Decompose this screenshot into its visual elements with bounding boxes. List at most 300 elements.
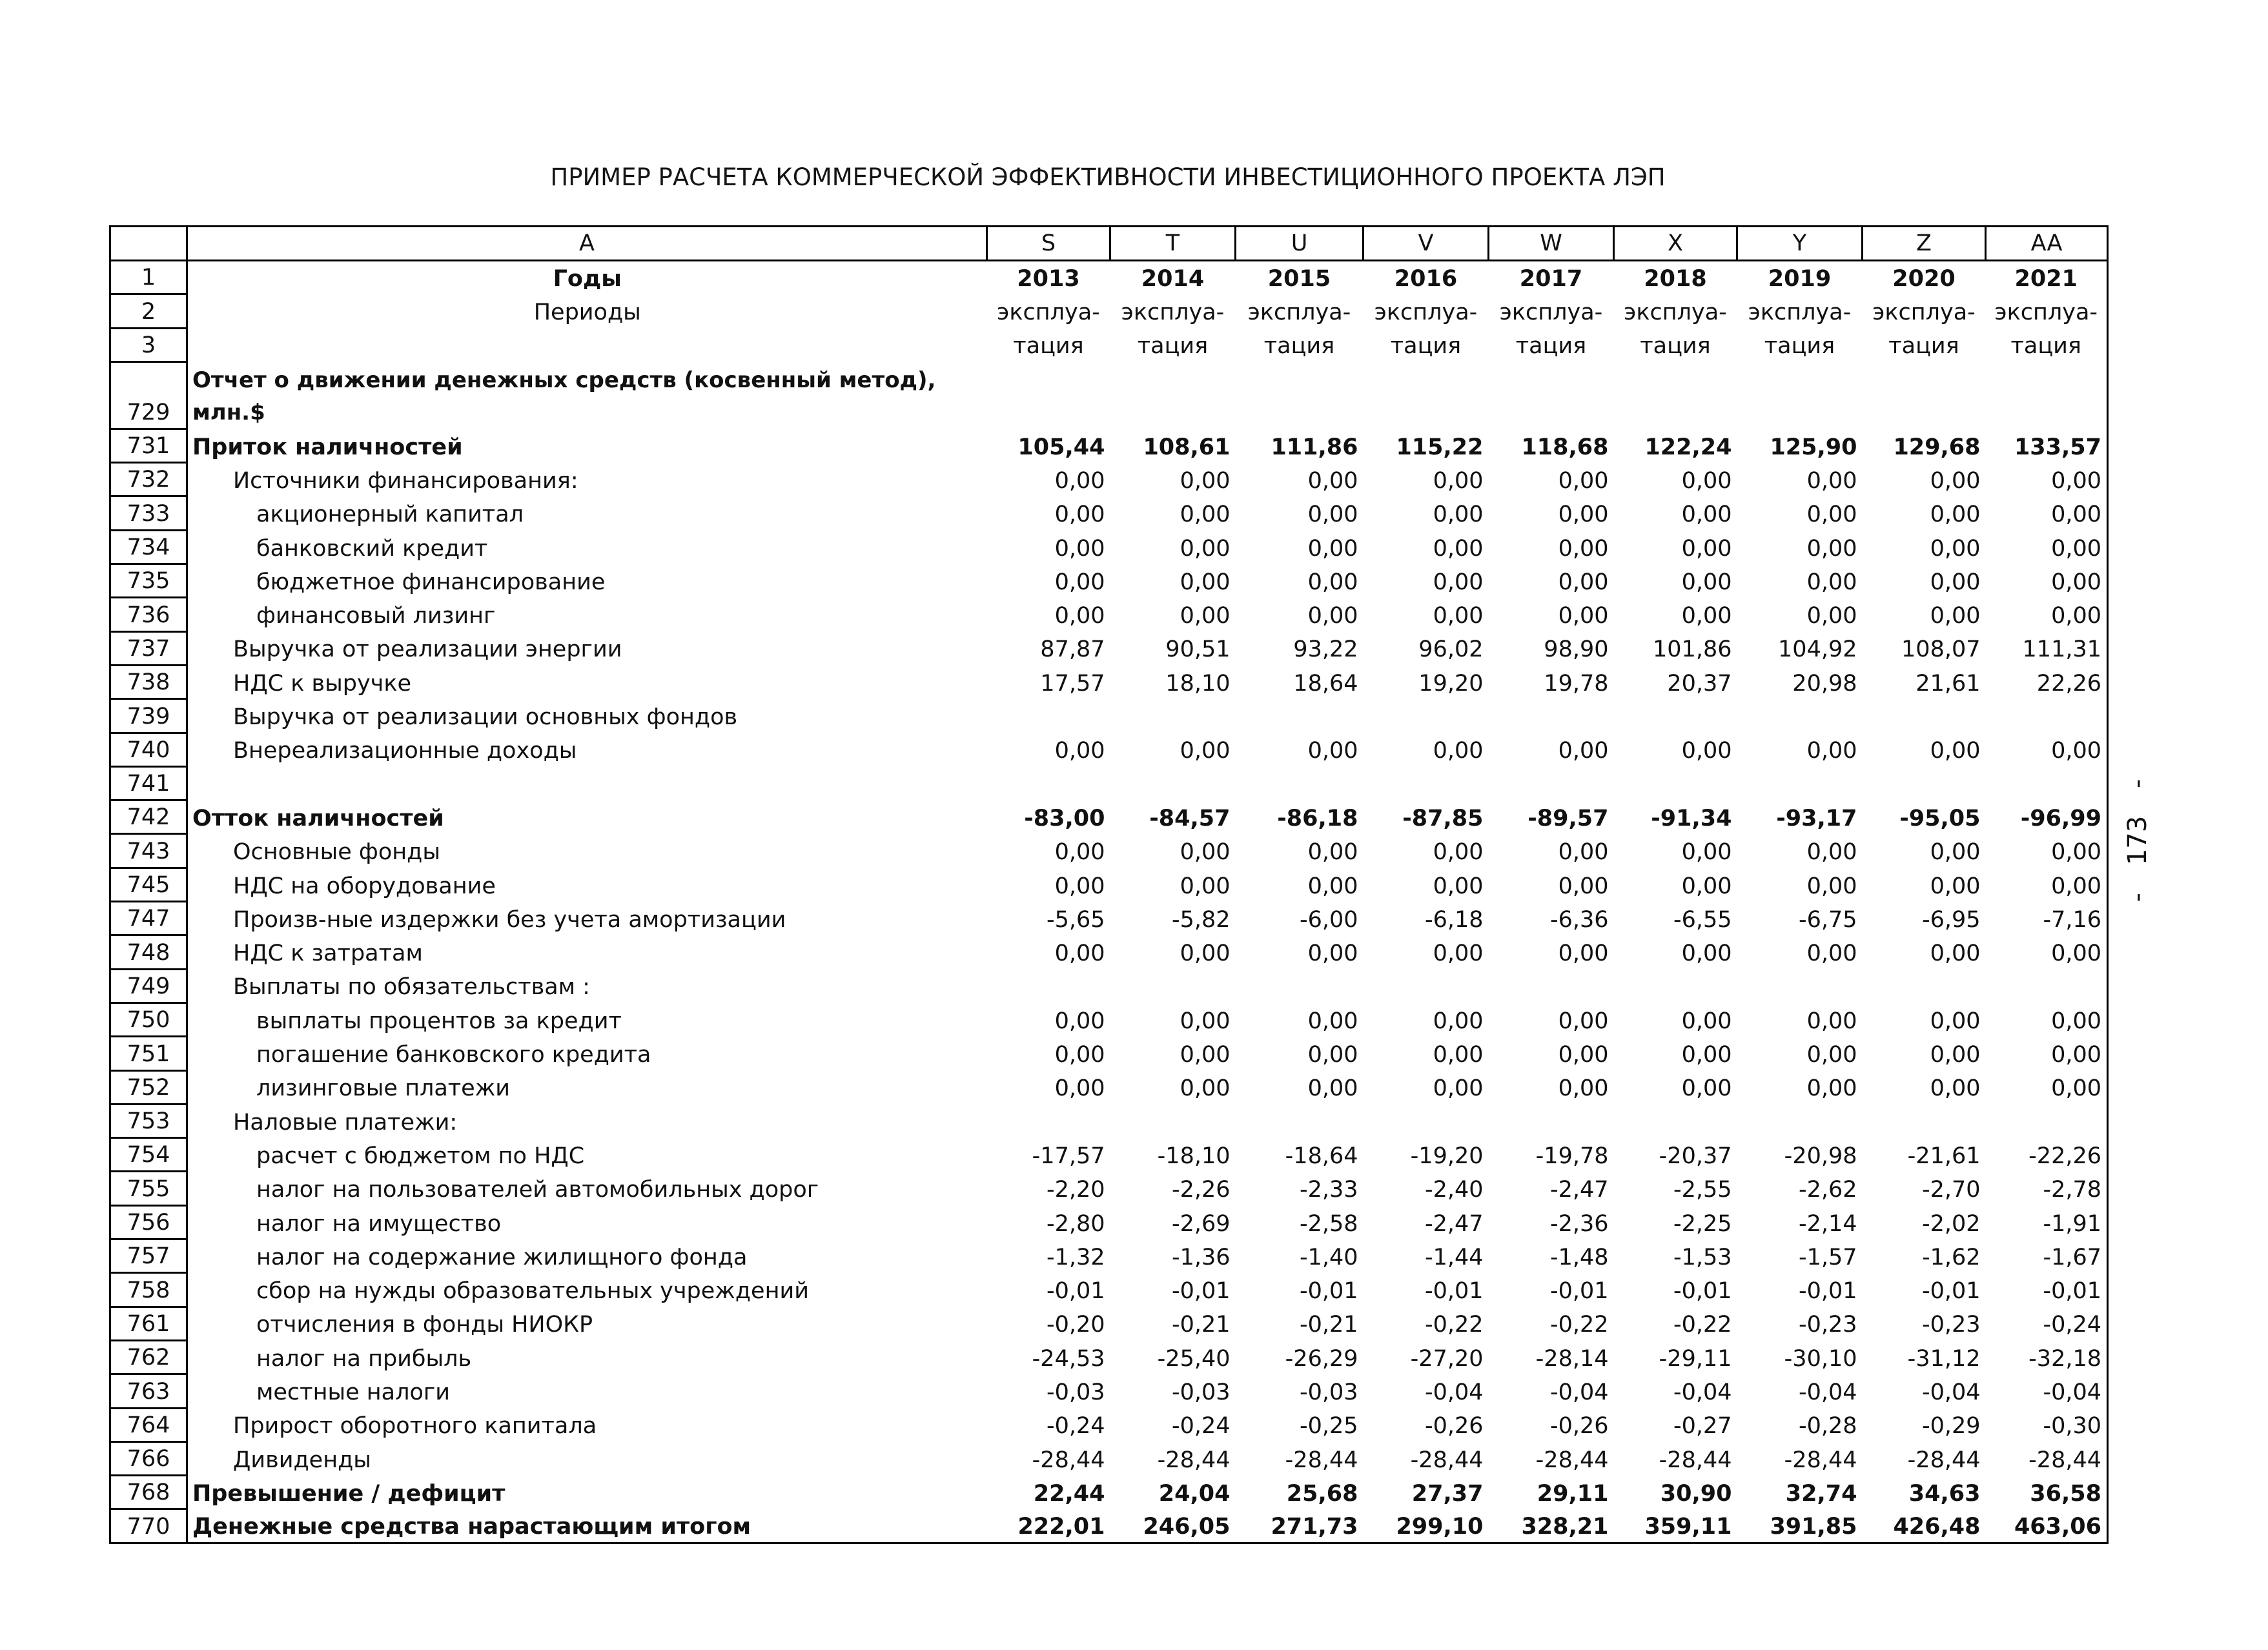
column-header: A [187, 227, 987, 261]
table-row [110, 1408, 2108, 1441]
value-cell: 463,06 [2014, 1513, 2101, 1540]
value-cell: -84,57 [1149, 805, 1231, 831]
value-cell: тация [1640, 333, 1711, 360]
row-number: 763 [110, 1374, 187, 1408]
value-cell: 0,00 [1558, 839, 1609, 866]
value-cell: -2,69 [1171, 1210, 1231, 1237]
value-cell: 299,10 [1396, 1513, 1484, 1540]
table-row [110, 294, 2108, 328]
row-label: Отток наличностей [192, 805, 444, 831]
column-header: Z [1863, 227, 1986, 261]
value-cell: тация [1263, 333, 1335, 360]
value-cell: 0,00 [1681, 738, 1732, 764]
row-label: банковский кредит [256, 535, 488, 562]
row-label [187, 766, 987, 800]
value-cell: -2,02 [1921, 1210, 1981, 1237]
value-cell: -19,78 [1535, 1143, 1609, 1169]
value-cell: 0,00 [1558, 467, 1609, 494]
value-cell: 0,00 [2051, 1042, 2101, 1068]
value-cell: 0,00 [1307, 1008, 1358, 1034]
value-cell: -5,82 [1171, 906, 1231, 933]
value-cell: 105,44 [1017, 434, 1105, 460]
value-cell [1236, 362, 1364, 429]
value-cell: 0,00 [1180, 569, 1231, 595]
value-cell: 18,64 [1293, 670, 1358, 697]
value-cell: 0,00 [1433, 467, 1484, 494]
value-cell: эксплуа- [1994, 300, 2098, 326]
value-cell: 96,02 [1418, 637, 1484, 663]
row-number: 752 [110, 1070, 187, 1104]
value-cell [1737, 699, 1863, 733]
value-cell: 0,00 [1307, 1075, 1358, 1102]
value-cell: -28,44 [1285, 1447, 1358, 1473]
value-cell: -0,28 [1798, 1413, 1857, 1440]
value-cell: 0,00 [1054, 603, 1105, 629]
value-cell: 25,68 [1286, 1480, 1358, 1507]
value-cell: -6,55 [1673, 906, 1732, 933]
value-cell: 0,00 [1558, 502, 1609, 528]
value-cell: -1,48 [1549, 1244, 1609, 1270]
value-cell: 22,44 [1033, 1480, 1105, 1507]
value-cell: 0,00 [2051, 467, 2101, 494]
value-cell: 0,00 [1054, 535, 1105, 562]
value-cell [1737, 362, 1863, 429]
value-cell: -28,44 [2028, 1447, 2101, 1473]
value-cell: -2,14 [1798, 1210, 1857, 1237]
value-cell: 0,00 [1681, 1008, 1732, 1034]
value-cell: 0,00 [1806, 1075, 1857, 1102]
value-cell: 0,00 [1433, 873, 1484, 899]
value-cell: -0,27 [1673, 1413, 1732, 1440]
value-cell: -19,20 [1410, 1143, 1484, 1169]
column-header: W [1489, 227, 1614, 261]
value-cell: -0,24 [2043, 1312, 2101, 1338]
value-cell: 0,00 [1558, 1042, 1609, 1068]
value-cell: 0,00 [1433, 738, 1484, 764]
value-cell: 2018 [1644, 265, 1707, 292]
value-cell: 0,00 [1054, 569, 1105, 595]
value-cell: -0,30 [2043, 1413, 2101, 1440]
value-cell: 0,00 [1180, 1075, 1231, 1102]
value-cell: 0,00 [1558, 738, 1609, 764]
value-cell: 111,86 [1271, 434, 1358, 460]
value-cell: -0,25 [1299, 1413, 1358, 1440]
row-number: 735 [110, 564, 187, 598]
value-cell [1110, 1104, 1236, 1137]
value-cell: 0,00 [1180, 467, 1231, 494]
row-number: 753 [110, 1104, 187, 1137]
value-cell: 0,00 [1054, 873, 1105, 899]
row-label: Годы [553, 265, 622, 292]
value-cell: 0,00 [1681, 873, 1732, 899]
value-cell: -0,01 [1299, 1278, 1358, 1305]
table-row [110, 598, 2108, 631]
value-cell: 0,00 [1180, 839, 1231, 866]
value-cell: 0,00 [1806, 839, 1857, 866]
value-cell [987, 969, 1110, 1003]
value-cell [987, 699, 1110, 733]
value-cell: -0,04 [1424, 1380, 1484, 1405]
value-cell: эксплуа- [997, 300, 1100, 326]
value-cell: -22,26 [2028, 1143, 2101, 1169]
value-cell: 104,92 [1778, 637, 1857, 663]
value-cell: -0,01 [2043, 1278, 2101, 1305]
row-label: Дивиденды [233, 1447, 371, 1473]
value-cell: -28,44 [1659, 1447, 1732, 1473]
value-cell: -28,44 [1535, 1447, 1609, 1473]
table-row [110, 429, 2108, 462]
row-number: 751 [110, 1037, 187, 1070]
table-row [110, 1037, 2108, 1070]
row-label: Основные фонды [233, 839, 440, 866]
table-row [110, 935, 2108, 969]
row-number: 757 [110, 1239, 187, 1273]
value-cell: -86,18 [1277, 805, 1358, 831]
value-cell: эксплуа- [1247, 300, 1351, 326]
value-cell [1614, 766, 1737, 800]
row-number: 750 [110, 1003, 187, 1036]
table-row [110, 868, 2108, 901]
value-cell: 0,00 [1930, 1008, 1981, 1034]
table-row [110, 1172, 2108, 1205]
value-cell: -28,44 [1032, 1447, 1105, 1473]
value-cell [1863, 1104, 1986, 1137]
value-cell: 2017 [1519, 265, 1583, 292]
table-row [110, 530, 2108, 564]
value-cell: -89,57 [1527, 805, 1609, 831]
value-cell: 108,61 [1143, 434, 1231, 460]
value-cell: 0,00 [1681, 839, 1732, 866]
value-cell: 246,05 [1143, 1513, 1231, 1540]
table-row [110, 1476, 2108, 1509]
value-cell [1863, 969, 1986, 1003]
value-cell: 0,00 [1180, 941, 1231, 967]
row-number: 770 [110, 1509, 187, 1543]
value-cell: -31,12 [1907, 1345, 1981, 1372]
value-cell: 19,78 [1544, 670, 1609, 697]
row-label: Наловые платежи: [233, 1109, 458, 1136]
value-cell: -2,62 [1798, 1177, 1857, 1203]
table-row [110, 1104, 2108, 1137]
row-number: 758 [110, 1273, 187, 1307]
value-cell: 0,00 [1681, 467, 1732, 494]
value-cell [1364, 699, 1489, 733]
value-cell [1489, 766, 1614, 800]
value-cell: эксплуа- [1499, 300, 1603, 326]
row-number: 755 [110, 1172, 187, 1205]
table-row [110, 1070, 2108, 1104]
value-cell: -0,01 [1673, 1278, 1732, 1305]
value-cell: -28,44 [1907, 1447, 1981, 1473]
table-row [110, 1340, 2108, 1374]
value-cell: 0,00 [1307, 941, 1358, 967]
value-cell: 0,00 [1307, 738, 1358, 764]
row-label: Отчет о движении денежных средств (косвенный метод), млн.$ [192, 367, 936, 426]
value-cell: 0,00 [1180, 1042, 1231, 1068]
value-cell: 17,57 [1040, 670, 1105, 697]
value-cell: -0,04 [1798, 1380, 1857, 1405]
value-cell [1110, 969, 1236, 1003]
row-label: выплаты процентов за кредит [256, 1008, 622, 1034]
value-cell: -5,65 [1046, 906, 1105, 933]
row-number: 749 [110, 969, 187, 1003]
value-cell: эксплуа- [1374, 300, 1478, 326]
value-cell: 0,00 [1054, 738, 1105, 764]
value-cell: -7,16 [2043, 906, 2101, 933]
table-row [110, 1003, 2108, 1036]
value-cell: -0,29 [1921, 1413, 1981, 1440]
table-row [110, 564, 2108, 598]
value-cell: 0,00 [1930, 535, 1981, 562]
value-cell: 0,00 [1681, 1042, 1732, 1068]
value-cell: 0,00 [1558, 569, 1609, 595]
value-cell: -2,58 [1299, 1210, 1358, 1237]
row-number: 745 [110, 868, 187, 901]
value-cell: 0,00 [2051, 502, 2101, 528]
value-cell: 2016 [1394, 265, 1458, 292]
value-cell: 0,00 [1054, 1008, 1105, 1034]
value-cell [1614, 1104, 1737, 1137]
value-cell: 0,00 [1180, 738, 1231, 764]
value-cell: 0,00 [1180, 535, 1231, 562]
row-label: местные налоги [256, 1380, 450, 1405]
value-cell: 0,00 [1433, 603, 1484, 629]
value-cell: 0,00 [1433, 941, 1484, 967]
row-number: 733 [110, 496, 187, 530]
value-cell: -87,85 [1402, 805, 1484, 831]
column-header: S [987, 227, 1110, 261]
value-cell: -1,40 [1299, 1244, 1358, 1270]
value-cell: 0,00 [1681, 502, 1732, 528]
value-cell: -93,17 [1776, 805, 1857, 831]
row-label: Выручка от реализации энергии [233, 637, 622, 663]
table-row [110, 1138, 2108, 1172]
value-cell: -6,75 [1798, 906, 1857, 933]
table-row [110, 1205, 2108, 1239]
value-cell: -28,14 [1535, 1345, 1609, 1372]
value-cell: -96,99 [2020, 805, 2101, 831]
table-row [110, 1273, 2108, 1307]
value-cell: -6,18 [1424, 906, 1484, 933]
value-cell [1489, 1104, 1614, 1137]
row-label: Превышение / дефицит [192, 1480, 506, 1507]
column-header: V [1364, 227, 1489, 261]
value-cell: -32,18 [2028, 1345, 2101, 1372]
value-cell [1364, 766, 1489, 800]
value-cell [1614, 699, 1737, 733]
value-cell: 0,00 [1806, 1008, 1857, 1034]
row-number: 743 [110, 834, 187, 868]
table-row [110, 261, 2108, 294]
value-cell: тация [1137, 333, 1209, 360]
value-cell: 0,00 [1930, 502, 1981, 528]
value-cell: -2,70 [1921, 1177, 1981, 1203]
value-cell: -0,22 [1549, 1312, 1609, 1338]
row-number: 756 [110, 1205, 187, 1239]
value-cell [1986, 1104, 2108, 1137]
row-number: 740 [110, 733, 187, 766]
value-cell: 0,00 [1930, 839, 1981, 866]
table-row [110, 800, 2108, 834]
value-cell: 2015 [1267, 265, 1331, 292]
value-cell [987, 766, 1110, 800]
value-cell [1614, 969, 1737, 1003]
value-cell: 0,00 [1681, 535, 1732, 562]
value-cell: 0,00 [1054, 502, 1105, 528]
value-cell: 27,37 [1411, 1480, 1484, 1507]
value-cell [1986, 699, 2108, 733]
value-cell: -26,29 [1285, 1345, 1358, 1372]
value-cell: -28,44 [1157, 1447, 1231, 1473]
row-label: налог на пользователей автомобильных дорог [256, 1177, 819, 1203]
value-cell [1364, 362, 1489, 429]
value-cell: 0,00 [1054, 1042, 1105, 1068]
value-cell: -27,20 [1410, 1345, 1484, 1372]
table-row [110, 1307, 2108, 1340]
value-cell: 0,00 [1930, 941, 1981, 967]
value-cell: -25,40 [1157, 1345, 1231, 1372]
row-number: 736 [110, 598, 187, 631]
value-cell: -2,25 [1673, 1210, 1732, 1237]
value-cell: -0,24 [1046, 1413, 1105, 1440]
value-cell: 0,00 [1307, 839, 1358, 866]
value-cell: 0,00 [1930, 1075, 1981, 1102]
value-cell: 0,00 [2051, 603, 2101, 629]
value-cell: 0,00 [1806, 1042, 1857, 1068]
value-cell: 0,00 [1433, 1075, 1484, 1102]
row-label: Источники финансирования: [233, 467, 578, 494]
value-cell: -91,34 [1651, 805, 1732, 831]
value-cell: 0,00 [2051, 1008, 2101, 1034]
value-cell: 0,00 [1806, 941, 1857, 967]
value-cell: 426,48 [1893, 1513, 1981, 1540]
value-cell: 0,00 [1433, 535, 1484, 562]
value-cell: -0,04 [2043, 1380, 2101, 1405]
value-cell: -2,40 [1424, 1177, 1484, 1203]
row-number: 754 [110, 1138, 187, 1172]
value-cell: 0,00 [1307, 1042, 1358, 1068]
table-row [110, 463, 2108, 496]
value-cell: 108,07 [1901, 637, 1981, 663]
value-cell: 0,00 [1558, 1075, 1609, 1102]
value-cell: 0,00 [1558, 603, 1609, 629]
value-cell: -0,26 [1424, 1413, 1484, 1440]
row-number: 737 [110, 631, 187, 665]
value-cell: -29,11 [1659, 1345, 1732, 1372]
value-cell: -2,80 [1046, 1210, 1105, 1237]
table-row [110, 834, 2108, 868]
value-cell: тация [1390, 333, 1462, 360]
value-cell [1986, 969, 2108, 1003]
value-cell: -2,78 [2043, 1177, 2101, 1203]
value-cell: 24,04 [1158, 1480, 1231, 1507]
value-cell: -0,03 [1299, 1380, 1358, 1405]
value-cell: 0,00 [1307, 873, 1358, 899]
table-row [110, 1509, 2108, 1543]
value-cell: 0,00 [1806, 873, 1857, 899]
row-label: Периоды [533, 300, 641, 326]
table-row [110, 631, 2108, 665]
value-cell: -0,26 [1549, 1413, 1609, 1440]
value-cell: -0,04 [1549, 1380, 1609, 1405]
value-cell: -0,21 [1171, 1312, 1231, 1338]
value-cell [1489, 362, 1614, 429]
value-cell: 2021 [2014, 265, 2078, 292]
value-cell: -1,57 [1798, 1244, 1857, 1270]
value-cell: 0,00 [1930, 1042, 1981, 1068]
value-cell: 0,00 [1806, 467, 1857, 494]
row-label: Прирост оборотного капитала [233, 1413, 597, 1440]
value-cell [1614, 362, 1737, 429]
row-label: НДС на оборудование [233, 873, 496, 899]
value-cell: -0,01 [1921, 1278, 1981, 1305]
value-cell: 0,00 [1681, 569, 1732, 595]
value-cell: 0,00 [1433, 1042, 1484, 1068]
value-cell [1986, 362, 2108, 429]
value-cell: 0,00 [1054, 467, 1105, 494]
value-cell: 32,74 [1785, 1480, 1857, 1507]
value-cell: 0,00 [1806, 603, 1857, 629]
row-label: акционерный капитал [256, 502, 524, 528]
value-cell: 0,00 [1806, 502, 1857, 528]
value-cell: -0,01 [1424, 1278, 1484, 1305]
value-cell [1737, 766, 1863, 800]
row-number: 766 [110, 1441, 187, 1475]
value-cell: -0,21 [1299, 1312, 1358, 1338]
value-cell: -0,01 [1046, 1278, 1105, 1305]
value-cell: тация [2010, 333, 2081, 360]
value-cell: -2,20 [1046, 1177, 1105, 1203]
table-row [110, 1441, 2108, 1475]
value-cell: -21,61 [1907, 1143, 1981, 1169]
value-cell: эксплуа- [1872, 300, 1976, 326]
value-cell: -18,10 [1157, 1143, 1231, 1169]
table-row [110, 699, 2108, 733]
value-cell [1863, 766, 1986, 800]
value-cell [987, 362, 1110, 429]
value-cell: 0,00 [1054, 1075, 1105, 1102]
value-cell: -0,04 [1921, 1380, 1981, 1405]
value-cell: 0,00 [1558, 535, 1609, 562]
value-cell: -18,64 [1285, 1143, 1358, 1169]
table-row [110, 1374, 2108, 1408]
value-cell: 0,00 [1806, 738, 1857, 764]
value-cell [1863, 362, 1986, 429]
value-cell: 118,68 [1521, 434, 1609, 460]
value-cell: 0,00 [1558, 1008, 1609, 1034]
value-cell: 0,00 [1180, 603, 1231, 629]
value-cell: 0,00 [1806, 569, 1857, 595]
row-label: Произв-ные издержки без учета амортизации [233, 906, 786, 933]
value-cell: 328,21 [1521, 1513, 1609, 1540]
value-cell: -1,62 [1921, 1244, 1981, 1270]
row-number: 739 [110, 699, 187, 733]
value-cell: -2,26 [1171, 1177, 1231, 1203]
value-cell: 0,00 [1307, 467, 1358, 494]
value-cell: -6,00 [1299, 906, 1358, 933]
value-cell: 0,00 [1558, 873, 1609, 899]
row-number: 1 [110, 261, 187, 294]
value-cell: 0,00 [1930, 873, 1981, 899]
value-cell: 0,00 [1307, 502, 1358, 528]
value-cell: -83,00 [1024, 805, 1105, 831]
value-cell: -24,53 [1032, 1345, 1105, 1372]
row-number: 747 [110, 902, 187, 935]
value-cell: тация [1888, 333, 1959, 360]
value-cell: эксплуа- [1624, 300, 1727, 326]
value-cell: 133,57 [2014, 434, 2101, 460]
row-label: НДС к выручке [233, 670, 412, 697]
